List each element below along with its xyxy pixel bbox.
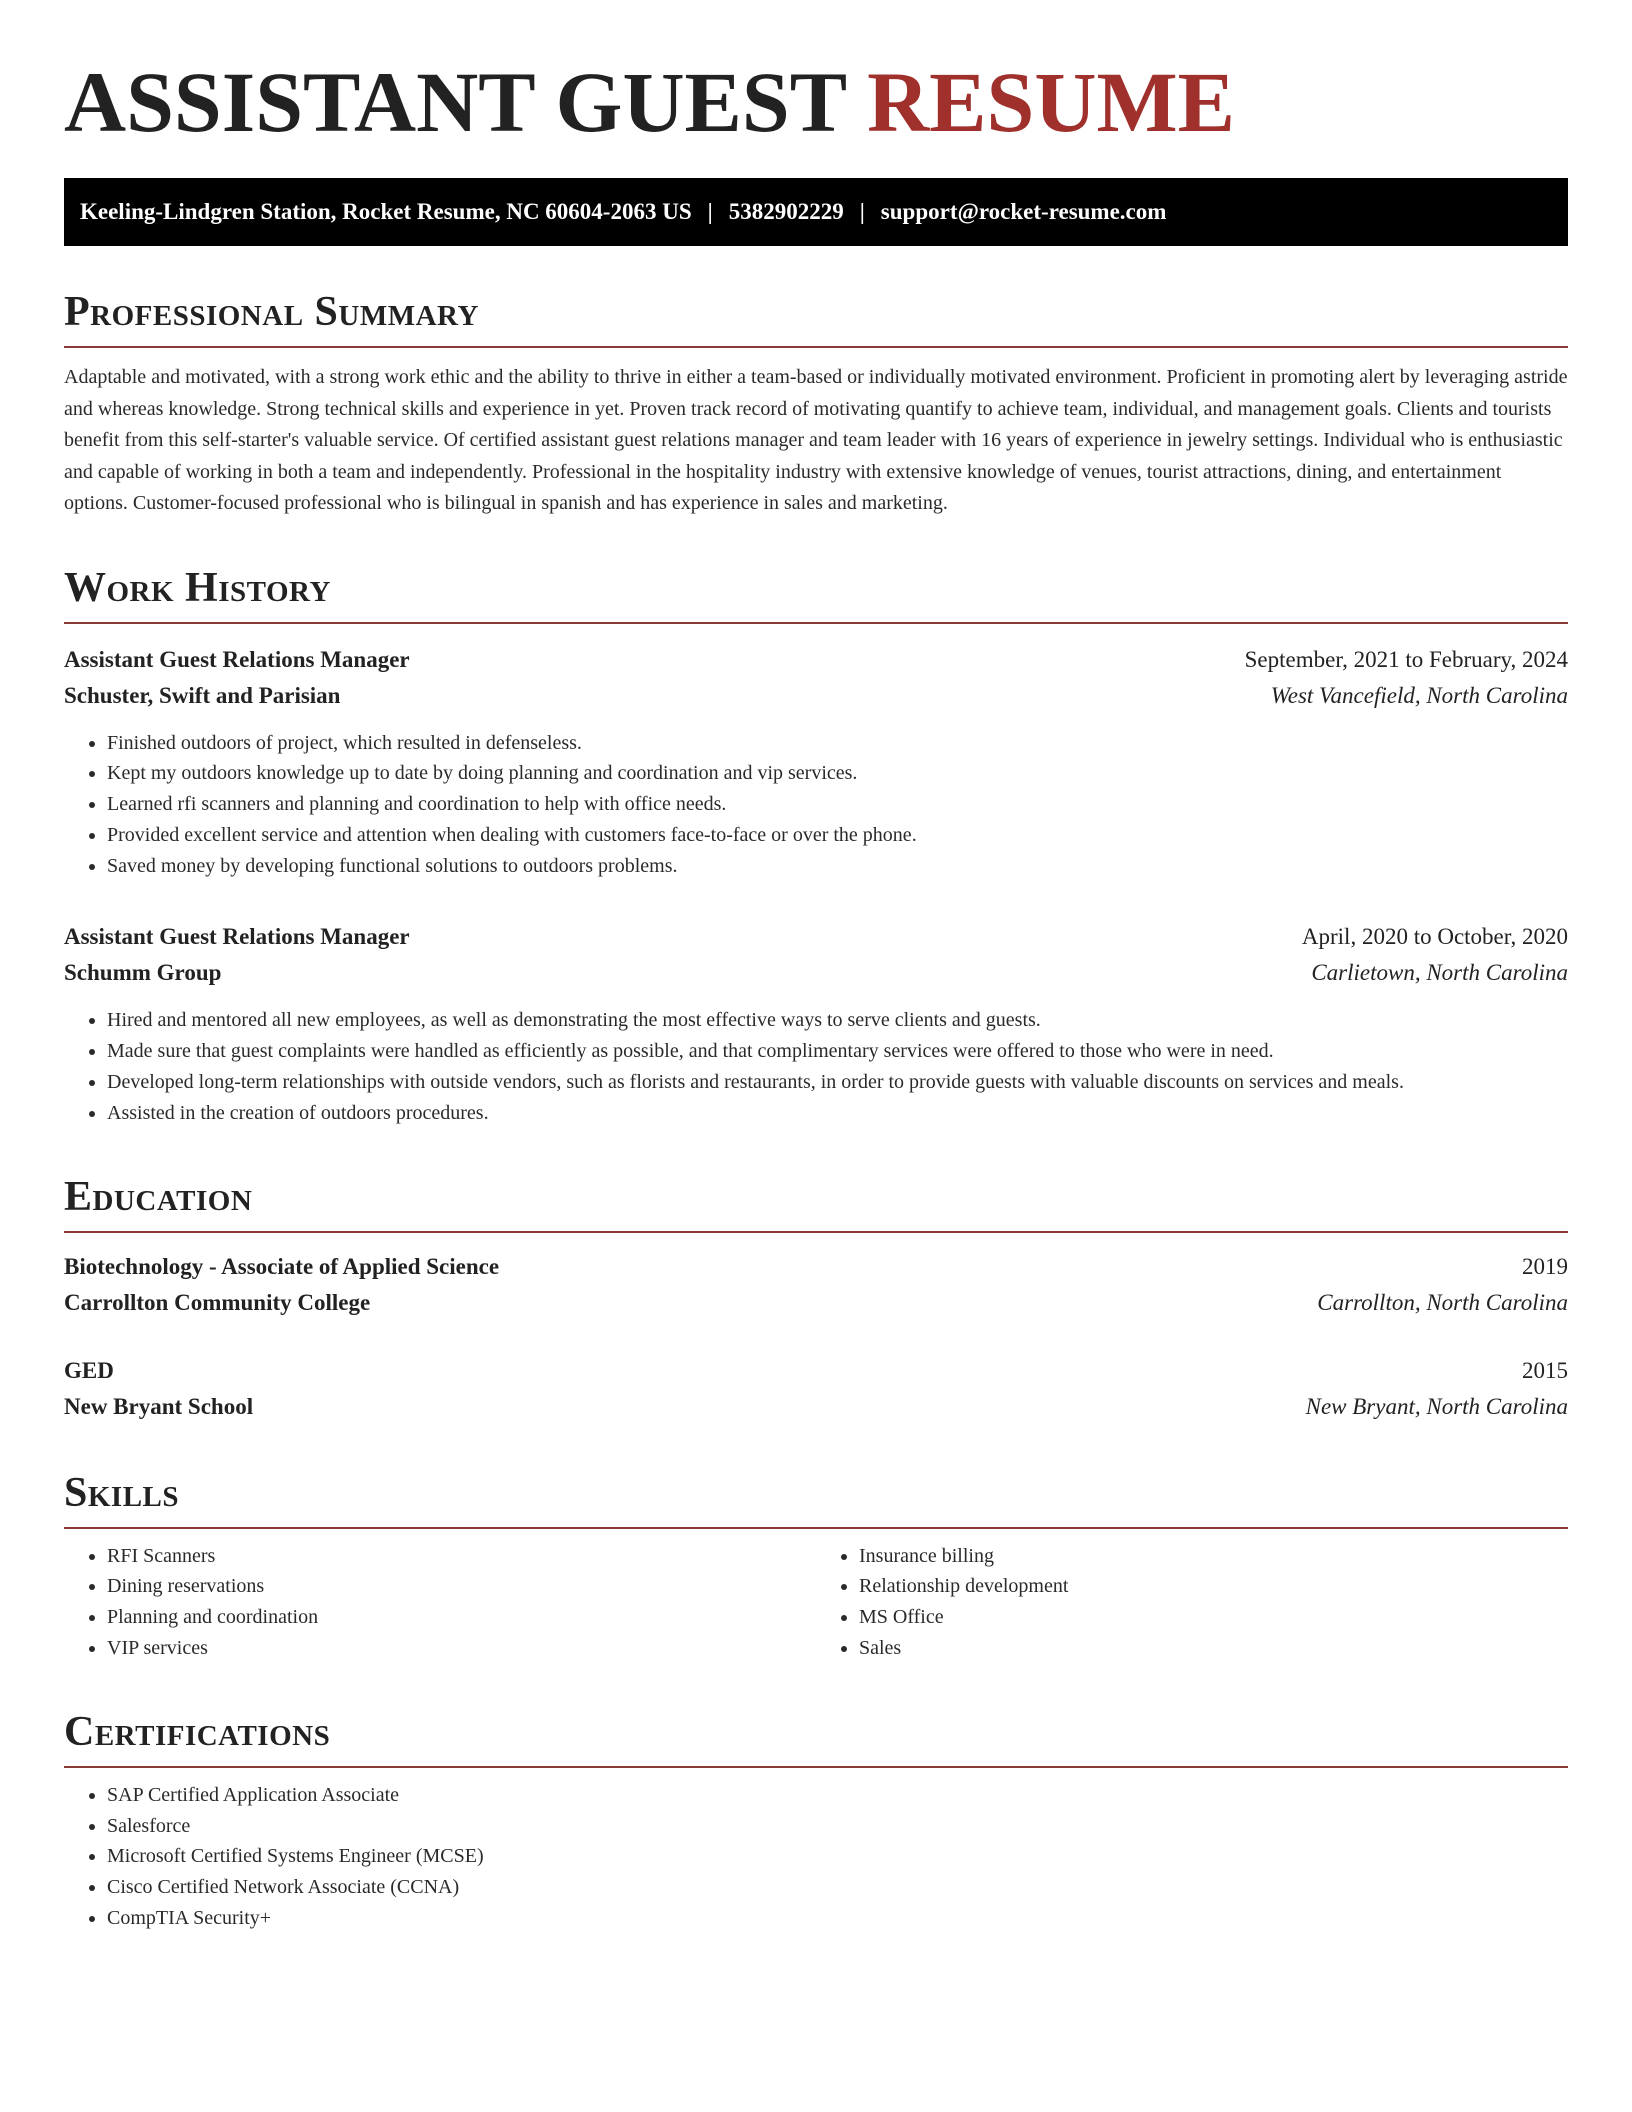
job-dates: April, 2020 to October, 2020	[1301, 924, 1568, 950]
job-dates: September, 2021 to February, 2024	[1244, 646, 1568, 672]
job-title: Assistant Guest Relations Manager	[64, 646, 410, 672]
education-entry	[64, 1353, 1568, 1425]
summary-heading: Professional Summary	[64, 288, 1568, 348]
education-degree: Biotechnology - Associate of Applied Science	[64, 1253, 500, 1279]
job-bullet: • Developed long-term relationships with outside vendors, such as florists and restaurants, in order to provide guests with valuable discounts on services and meals.	[107, 1067, 1568, 1098]
education-location: New Bryant, North Carolina	[1305, 1393, 1568, 1419]
education-school: Carrollton Community College	[64, 1289, 371, 1315]
job-company: Schumm Group	[64, 960, 222, 986]
education-heading: Education	[64, 1173, 1568, 1233]
certifications-heading: Certifications	[64, 1708, 1568, 1768]
job-bullet: • Finished outdoors of project, which resulted in defenseless.	[107, 728, 1568, 759]
education-school-row	[64, 1389, 1568, 1425]
education-degree-row	[64, 1353, 1568, 1389]
job-bullet: • Hired and mentored all new employees, as well as demonstrating the most effective ways to serve clients and guests.	[107, 1005, 1568, 1036]
skill-item: • Planning and coordination	[107, 1602, 816, 1633]
work-history-heading: Work History	[64, 564, 1568, 624]
job-company-row	[64, 955, 1568, 991]
job-location: Carlietown, North Carolina	[1311, 960, 1568, 986]
job-company-row	[64, 678, 1568, 714]
skill-item: • Insurance billing	[859, 1541, 1568, 1572]
skill-item: • MS Office	[859, 1602, 1568, 1633]
skill-item: • RFI Scanners	[107, 1541, 816, 1572]
skill-item: • Sales	[859, 1633, 1568, 1664]
contact-phone: 5382902229	[728, 199, 844, 224]
education-degree: GED	[64, 1357, 114, 1383]
certification-item: • CompTIA Security+	[107, 1903, 1568, 1934]
job-bullet: • Learned rfi scanners and planning and coordination to help with office needs.	[107, 789, 1568, 820]
education-year: 2015	[1522, 1357, 1568, 1383]
job-bullet: • Provided excellent service and attention when dealing with customers face-to-face or over the phone.	[107, 820, 1568, 851]
education-degree-row	[64, 1249, 1568, 1285]
skills-column-2	[816, 1541, 1568, 1664]
certification-item: • Cisco Certified Network Associate (CCNA)	[107, 1872, 1568, 1903]
contact-email: support@rocket-resume.com	[880, 199, 1167, 224]
education-entry	[64, 1249, 1568, 1321]
skills-heading: Skills	[64, 1469, 1568, 1529]
contact-address: Keeling-Lindgren Station, Rocket Resume, NC 60604-2063 US	[80, 199, 692, 224]
certifications-bullets	[64, 1780, 1568, 1934]
job-location: West Vancefield, North Carolina	[1270, 682, 1568, 708]
contact-bar	[64, 178, 1568, 246]
job-title-row	[64, 919, 1568, 955]
job-bullet: • Kept my outdoors knowledge up to date by doing planning and coordination and vip services.	[107, 758, 1568, 789]
resume-title	[64, 52, 1568, 152]
education-school: New Bryant School	[64, 1393, 254, 1419]
title-accent: RESUME	[867, 54, 1235, 150]
certification-item: • Salesforce	[107, 1811, 1568, 1842]
education-school-row	[64, 1285, 1568, 1321]
job-entry	[64, 642, 1568, 882]
job-bullet: • Made sure that guest complaints were handled as efficiently as possible, and that complimentary services were offered to those who were in need.	[107, 1036, 1568, 1067]
job-bullet: • Saved money by developing functional solutions to outdoors problems.	[107, 851, 1568, 882]
title-main: ASSISTANT GUEST	[64, 54, 868, 150]
skill-item: • VIP services	[107, 1633, 816, 1664]
job-title-row	[64, 642, 1568, 678]
skills-list	[64, 1541, 1568, 1664]
job-bullet: • Assisted in the creation of outdoors procedures.	[107, 1098, 1568, 1129]
education-location: Carrollton, North Carolina	[1317, 1289, 1568, 1315]
certification-item: • SAP Certified Application Associate	[107, 1780, 1568, 1811]
job-bullets	[64, 728, 1568, 882]
job-bullets	[64, 1005, 1568, 1128]
contact-separator: |	[859, 199, 865, 224]
summary-text: Adaptable and motivated, with a strong work ethic and the ability to thrive in either a team-based or individually motivated environment. Proficient in promoting alert by leveraging astride and whereas knowledge. Strong technical skills and experience in yet. Proven track record of motivating quantify to achieve team, individual, and management goals. Clients and tourists benefit from this self-starter's valuable service. Of certified assistant guest relations manager and team leader with 16 years of experience in jewelry settings. Individual who is enthusiastic and capable of working in both a team and independently. Professional in the hospitality industry with extensive knowledge of venues, tourist attractions, dining, and entertainment options. Customer-focused professional who is bilingual in spanish and has experience in sales and marketing.	[64, 366, 1568, 514]
contact-separator: |	[707, 199, 713, 224]
certification-item: • Microsoft Certified Systems Engineer (MCSE)	[107, 1841, 1568, 1872]
skills-column-1	[64, 1541, 816, 1664]
job-title: Assistant Guest Relations Manager	[64, 924, 410, 950]
skill-item: • Relationship development	[859, 1571, 1568, 1602]
education-year: 2019	[1522, 1253, 1568, 1279]
certifications-list	[64, 1780, 1568, 1934]
job-entry	[64, 919, 1568, 1128]
skill-item: • Dining reservations	[107, 1571, 816, 1602]
job-company: Schuster, Swift and Parisian	[64, 682, 341, 708]
